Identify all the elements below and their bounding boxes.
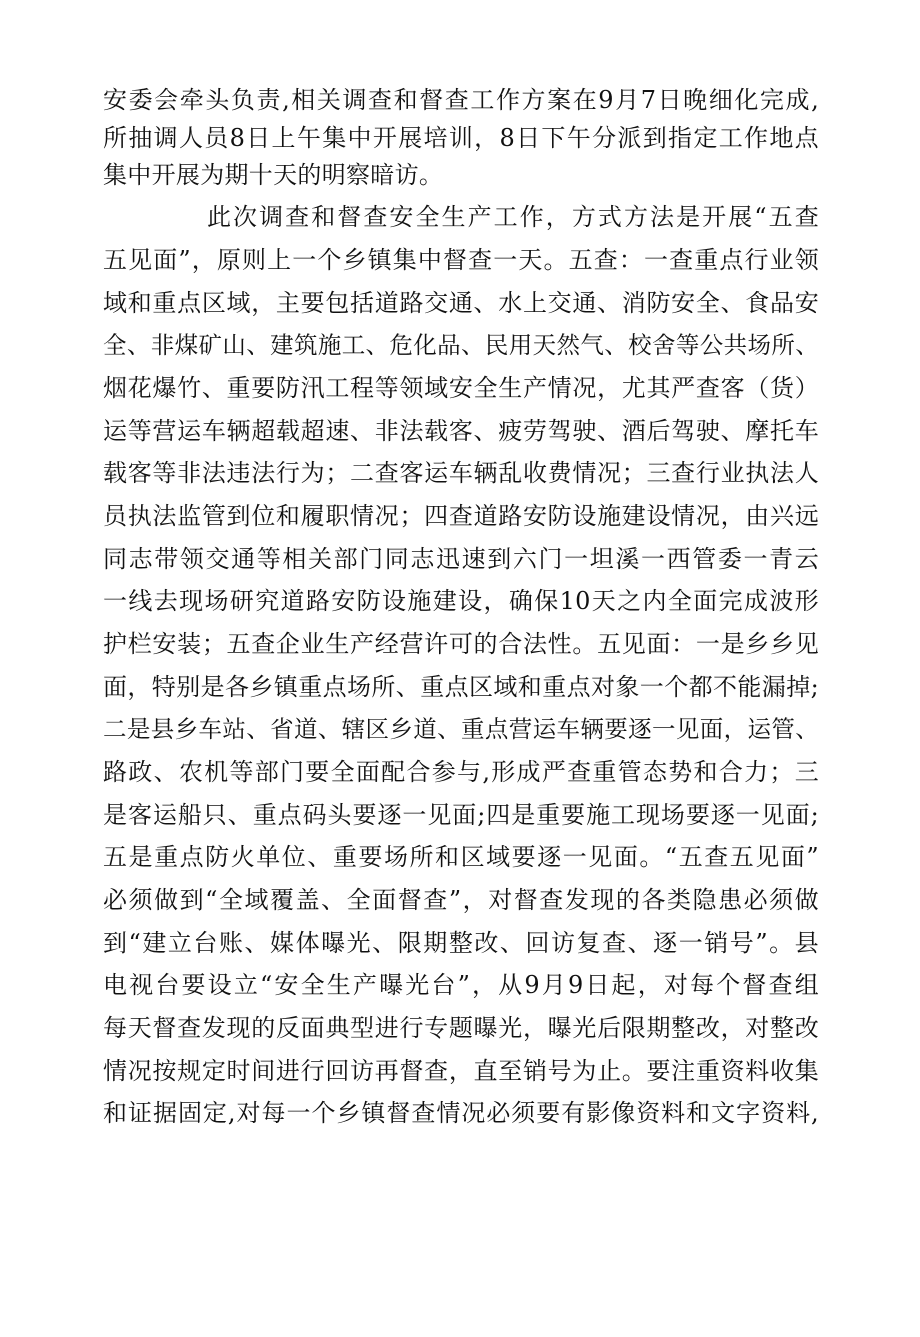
text-line: 域和重点区域，主要包括道路交通、水上交通、消防安全、食品安 (103, 289, 819, 317)
text-line: 一线去现场研究道路安防设施建设，确保10天之内全面完成波形 (103, 587, 819, 615)
text-line: 烟花爆竹、重要防汛工程等领域安全生产情况，尤其严查客（货） (103, 374, 819, 402)
text-line: 所抽调人员8日上午集中开展培训，8日下午分派到指定工作地点 (103, 124, 819, 152)
text-line (103, 1136, 819, 1176)
text-line: 情况按规定时间进行回访再督查，直至销号为止。要注重资料收集 (103, 1057, 819, 1085)
text-line: 五是重点防火单位、重要场所和区域要逐一见面。“五查五见面” (103, 843, 819, 871)
text-line: 二是县乡车站、省道、辖区乡道、重点营运车辆要逐一见面，运管、 (103, 715, 819, 743)
text-line: 是客运船只、重点码头要逐一见面;四是重要施工现场要逐一见面; (103, 801, 819, 829)
text-line: 路政、农机等部门要全面配合参与,形成严查重管态势和合力；三 (103, 758, 819, 786)
text-line: 安委会牵头负责,相关调查和督查工作方案在9月7日晚细化完成, (103, 86, 819, 114)
text-line: 电视台要设立“安全生产曝光台”，从9月9日起，对每个督查组 (103, 971, 819, 999)
text-line (103, 1179, 819, 1219)
text-line: 载客等非法违法行为；二查客运车辆乱收费情况；三查行业执法人 (103, 459, 819, 487)
text-line: 护栏安装；五查企业生产经营许可的合法性。五见面：一是乡乡见 (103, 630, 819, 658)
text-line: 五见面”，原则上一个乡镇集中督查一天。五查：一查重点行业领 (103, 246, 819, 274)
text-line: 每天督查发现的反面典型进行专题曝光，曝光后限期整改，对整改 (103, 1014, 819, 1042)
text-line: 面，特别是各乡镇重点场所、重点区域和重点对象一个都不能漏掉; (103, 673, 819, 701)
text-line: 同志带领交通等相关部门同志迅速到六门一坦溪一西管委一青云 (103, 545, 819, 573)
text-line: 和证据固定,对每一个乡镇督查情况必须要有影像资料和文字资料, (103, 1099, 819, 1127)
text-line: 全、非煤矿山、建筑施工、危化品、民用天然气、校舍等公共场所、 (103, 331, 819, 359)
text-line: 运等营运车辆超载超速、非法载客、疲劳驾驶、酒后驾驶、摩托车 (103, 417, 819, 445)
text-line (103, 1221, 819, 1261)
text-line: 必须做到“全域覆盖、全面督查”，对督查发现的各类隐患必须做 (103, 886, 819, 914)
text-line: 员执法监管到位和履职情况；四查道路安防设施建设情况，由兴远 (103, 502, 819, 530)
text-line: 集中开展为期十天的明察暗访。 (103, 161, 444, 189)
text-line: 到“建立台账、媒体曝光、限期整改、回访复查、逐一销号”。县 (103, 929, 819, 957)
text-line: 此次调查和督查安全生产工作，方式方法是开展“五查 (207, 203, 819, 231)
